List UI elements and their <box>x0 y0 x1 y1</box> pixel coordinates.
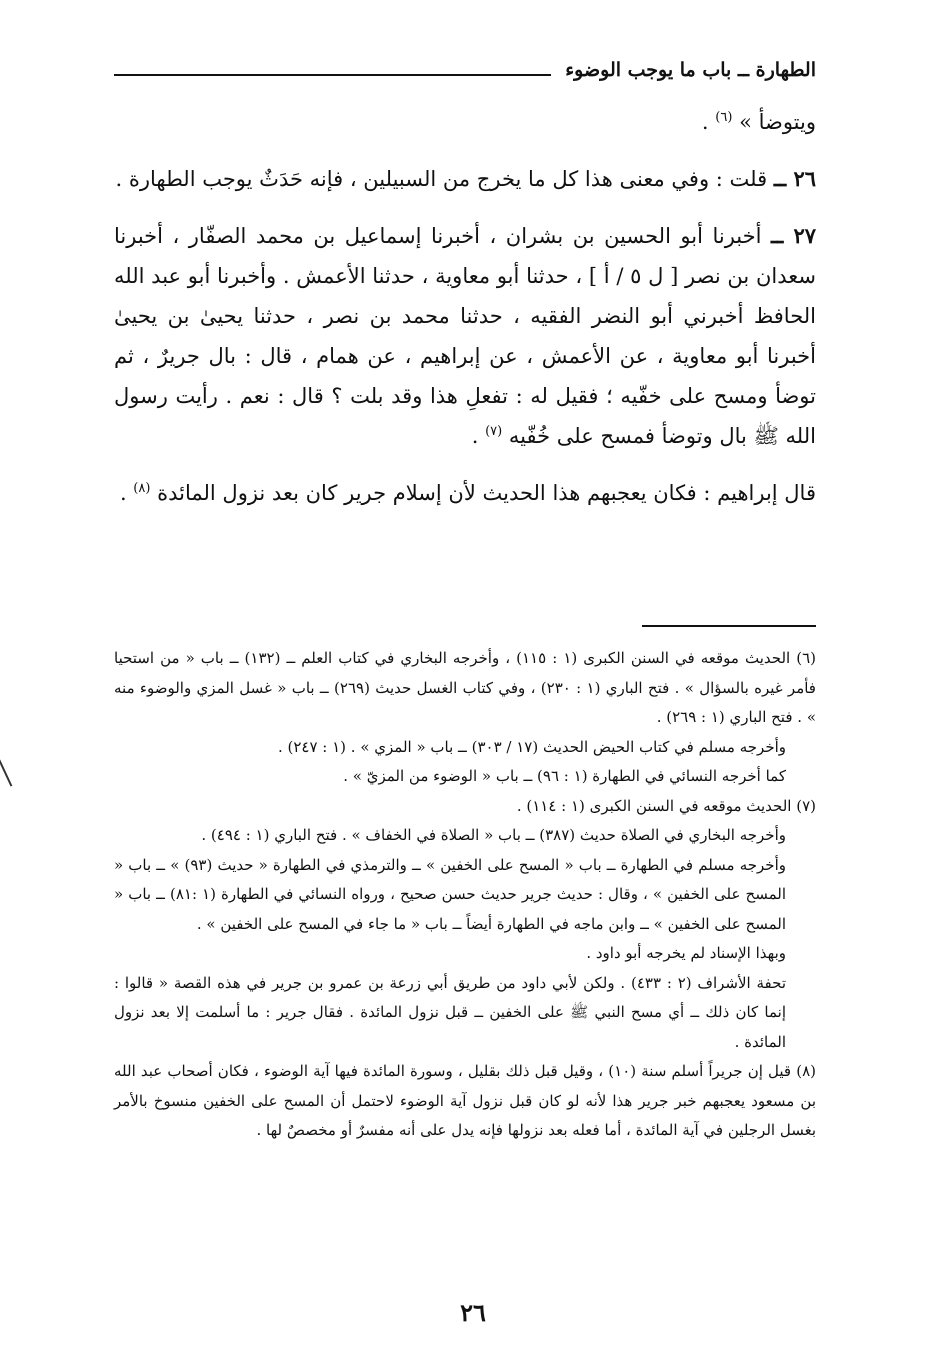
footnote-8: (٨) قيل إن جريراً أسلم سنة (١٠) ، وقيل قبل ذلك بقليل ، وسورة المائدة فيها آية الوضوء ، فكان أصحاب عبد الله بن مسعود يعجبهم خبر جرير هذا لأنه لو كان قبل نزول آية الوضوء لاحتمل أن المسح على الخفين منسوخ بالأمر بغسل الرجلين في آية المائدة ، أما فعله بعد نزولها فإنه يدل على أنه مفسرٌ أو مخصصٌ لها . <box>114 1062 816 1139</box>
footnote-6-muslim: وأخرجه مسلم في كتاب الحيض الحديث (١٧ / ٣٠٣) ــ باب « المزي » . (١ : ٢٤٧) . <box>277 737 786 756</box>
paragraph-text: قال إبراهيم : فكان يعجبهم هذا الحديث لأن إسلام جرير كان بعد نزول المائدة <box>150 481 816 505</box>
paragraph-number: ٢٧ ــ <box>770 223 816 248</box>
paragraph-text: ويتوضأ » <box>732 110 816 134</box>
paragraph-end: . <box>701 110 716 134</box>
footnotes <box>114 644 816 1146</box>
footnote-ref[interactable]: (٧) <box>485 424 503 439</box>
footnote-7-tuhfa: تحفة الأشراف (٢ : ٤٣٣) . ولكن لأبي داود من طريق أبي زرعة بن عمرو بن جرير في هذه القصة « قالوا : إنما كان ذلك ــ أي مسح النبي ﷺ على الخفين ــ قبل نزول المائدة . فقال جرير : ما أسلمت إلا بعد نزول المائدة . <box>114 973 786 1051</box>
footnote-7-muslim: وأخرجه مسلم في الطهارة ــ باب « المسح على الخفين » ــ والترمذي في الطهارة « حديث (٩٣) » ــ باب « المسح على الخفين » ، وقال : حديث جرير حديث حسن صحيح ، ورواه النسائي في الطهارة (١ :٨١) ــ باب « المسح على الخفين » ــ وابن ماجه في الطهارة أيضاً ــ باب « ما جاء في المسح على الخفين » . <box>114 855 786 933</box>
paragraph-ibrahim <box>114 473 816 513</box>
paragraph-26 <box>114 159 816 199</box>
paragraph-continuation <box>114 102 816 142</box>
running-header <box>114 50 816 90</box>
header-rule <box>114 74 551 76</box>
footnote-6-nasai: كما أخرجه النسائي في الطهارة (١ : ٩٦) ــ باب « الوضوء من المزيّ » . <box>343 767 786 785</box>
footnote-separator <box>642 625 816 627</box>
footnote-7: (٧) الحديث موقعه في السنن الكبرى (١ : ١١٤) . <box>516 796 816 815</box>
page-number: ٢٦ <box>460 1298 486 1327</box>
main-text <box>114 102 816 513</box>
paragraph-end: . <box>471 424 486 448</box>
footnote-7-bukhari: وأخرجه البخاري في الصلاة حديث (٣٨٧) ــ باب « الصلاة في الخفاف » . فتح الباري (١ : ٤٩٤) . <box>201 826 786 844</box>
paragraph-number: ٢٦ ــ <box>773 166 816 191</box>
paragraph-text: قلت : وفي معنى هذا كل ما يخرج من السبيلين ، فإنه حَدَثٌ يوجب الطهارة . <box>115 167 774 191</box>
footnote-ref[interactable]: (٨) <box>133 481 151 496</box>
paragraph-27 <box>114 216 816 456</box>
paragraph-end: . <box>119 481 134 505</box>
footnote-6: (٦) الحديث موقعه في السنن الكبرى (١ : ١١٥) ، وأخرجه البخاري في كتاب العلم ــ (١٣٢) ــ باب « من استحيا فأمر غيره بالسؤال » . فتح الباري (١ : ٢٣٠) ، وفي كتاب الغسل حديث (٢٦٩) ــ باب « غسل المزي والوضوء منه » . فتح الباري (١ : ٢٦٩) . <box>114 649 816 726</box>
scan-edge-mark <box>0 749 12 786</box>
paragraph-text: أخبرنا أبو الحسين بن بشران ، أخبرنا إسماعيل بن محمد الصفّار ، أخبرنا سعدان بن نصر [ ل ٥ / أ ] ، حدثنا أبو معاوية ، حدثنا الأعمش . وأخبرنا أبو عبد الله الحافظ أخبرني أبو النضر الفقيه ، حدثنا محمد بن نصر ، حدثنا يحيىٰ بن يحيىٰ أخبرنا أبو معاوية ، عن الأعمش ، عن إبراهيم ، عن همام ، قال : بال جريرٌ ، ثم توضأ ومسح على خفّيه ؛ فقيل له : تفعلِ هذا وقد بلت ؟ قال : نعم . رأيت رسول الله ﷺ بال وتوضأ فمسح على خُفّيه <box>114 224 816 448</box>
footnote-7-abudawud: وبهذا الإسناد لم يخرجه أبو داود . <box>586 944 786 962</box>
header-title: الطهارة ــ باب ما يوجب الوضوء <box>565 59 816 81</box>
footnote-ref[interactable]: (٦) <box>715 110 733 125</box>
